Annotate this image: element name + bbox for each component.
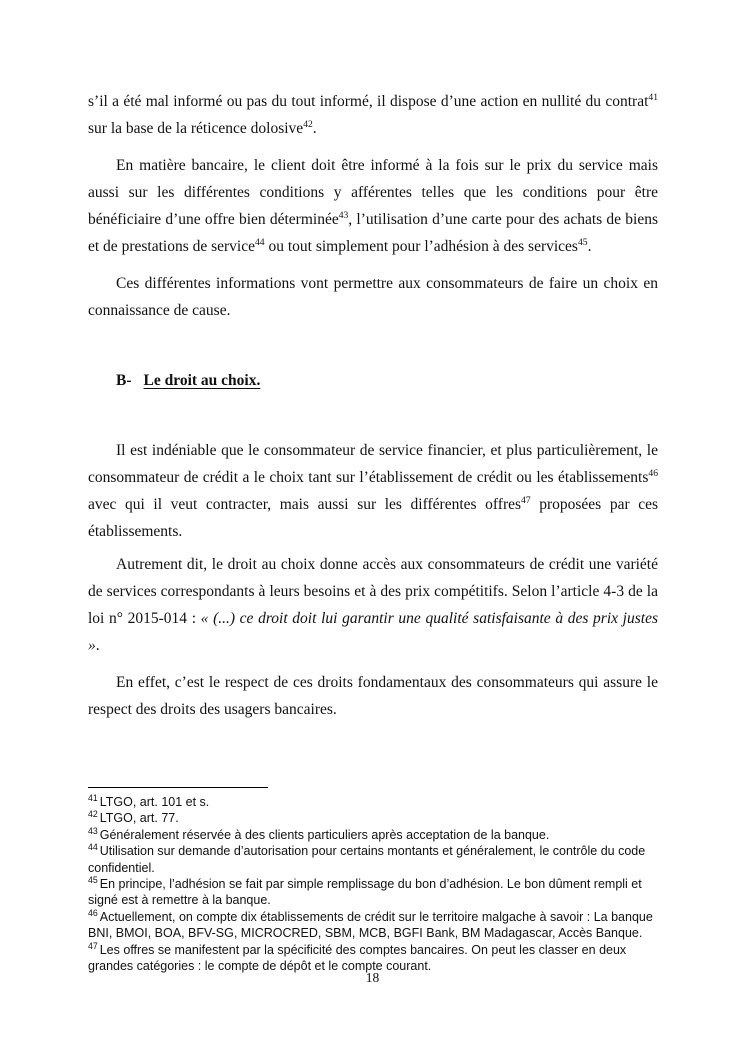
footnote	[88, 794, 658, 810]
page-number: 18	[365, 970, 380, 985]
paragraph: Il est indéniable que le consommateur de service financier, et plus particulièrement, le consommateur de crédit a le choix tant sur l’établissement de crédit ou les établissements$^{46}$ avec qui il veut contracter, mais aussi sur les différentes offres$^{47}$ proposées par ces établissements.	[88, 442, 658, 540]
paragraph: Ces différentes informations vont permettre aux consommateurs de faire un choix en connaissance de cause.	[88, 275, 658, 319]
paragraph: En matière bancaire, le client doit être informé à la fois sur le prix du service mais aussi sur les différentes conditions y afférentes telles que les conditions pour être bénéficiaire d’une offre bien déterminée$^{43}$, l’utilisation d’une carte pour des achats de biens et de prestations de service$^{44}$ ou tout simplement pour l’adhésion à des services$^{45}$.	[88, 157, 658, 255]
footnote-marker: 41	[88, 792, 98, 803]
footnote	[88, 909, 658, 942]
footnote-text: Les offres se manifestent par la spécificité des comptes bancaires. On peut les classer en deux grandes catégories : le compte de dépôt et le compte courant.	[88, 942, 627, 974]
footnotes-section	[88, 787, 658, 974]
footnote	[88, 827, 658, 843]
footnote-marker: 42	[88, 809, 98, 820]
footnote-text: Utilisation sur demande d’autorisation pour certains montants et généralement, le contrôle du code confidentiel.	[88, 844, 646, 875]
section-heading-label: B-	[116, 372, 132, 389]
footnote-marker: 45	[88, 874, 98, 885]
footnote-marker: 44	[88, 842, 98, 853]
footnote	[88, 843, 658, 876]
section-heading-title: Le droit au choix.	[143, 372, 261, 389]
footnote	[88, 876, 658, 909]
footnote-text: LTGO, art. 77.	[99, 811, 179, 826]
footnote-text: En principe, l’adhésion se fait par simple remplissage du bon d’adhésion. Le bon dûment rempli et signé est à remettre à la banque.	[88, 877, 642, 908]
footnote-text: Généralement réservée à des clients particuliers après acceptation de la banque.	[99, 827, 550, 842]
footnote-text: Actuellement, on compte dix établissements de crédit sur le territoire malgache à savoir : La banque BNI, BMOI, BOA, BFV-SG, MICROCRED, SBM, MCB, BGFI Bank, BM Madagascar, Accès Banque.	[88, 909, 653, 941]
page-body	[88, 88, 658, 723]
footnote-marker: 47	[88, 940, 98, 951]
footnote	[88, 810, 658, 826]
paragraph: Autrement dit, le droit au choix donne accès aux consommateurs de crédit une variété de services correspondants à leurs besoins et à des prix compétitifs. Selon l’article 4-3 de la loi n° 2015-014 : « (...) ce droit doit lui garantir une qualité satisfaisante à des prix justes ».	[88, 556, 658, 654]
footnote-text: LTGO, art. 101 et s.	[99, 795, 210, 809]
footnote-marker: 43	[88, 825, 98, 836]
paragraph: s’il a été mal informé ou pas du tout informé, il dispose d’une action en nullité du contrat$^{41}$ sur la base de la réticence dolosive$^{42}$.	[88, 91, 658, 137]
paragraph: En effet, c’est le respect de ces droits fondamentaux des consommateurs qui assure le respect des droits des usagers bancaires.	[88, 674, 658, 718]
footnote-marker: 46	[88, 907, 98, 918]
section-heading	[116, 371, 658, 391]
footnote-separator	[88, 787, 268, 788]
